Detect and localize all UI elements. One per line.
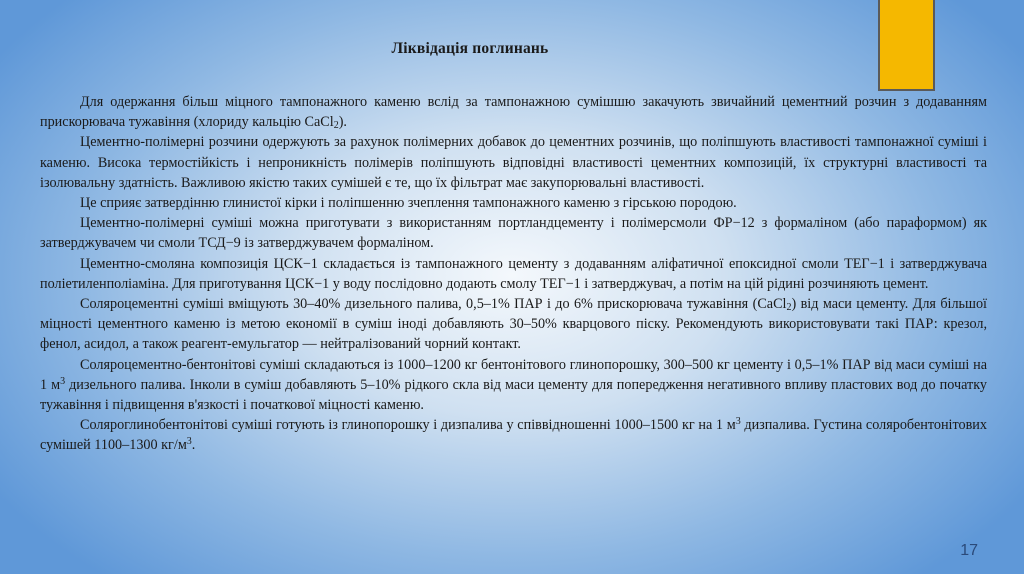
- paragraph-5: Цементно-смоляна композиція ЦСК−1 складається із тампонажного цементу з додаванням аліфатичної епоксидної смоли ТЕГ−1 і затверджувача поліетиленполіаміна. Для приготування ЦСК−1 у воду послідовно додають смолу ТЕГ−1 і затверджувач, а потім на цій рідині розчиняють цемент.: [40, 255, 987, 292]
- paragraph-4: Цементно-полімерні суміші можна приготувати з використанням портландцементу і полімерсмоли ФР−12 з формаліном (або параформом) як затверджувачем чи смоли ТСД−9 із затверджувачем формаліном.: [40, 215, 987, 252]
- paragraph-3: Це сприяє затвердінню глинистої кірки і поліпшенню зчеплення тампонажного каменю з гірською породою.: [80, 195, 737, 212]
- paragraph-7: Соляроцементно-бентонітові суміші складаються із 1000–1200 кг бентонітового глинопорошку, 300–500 кг цементу і 0,5–1% ПАР від маси суміші на 1 $м^3$ дизельного палива. Інколи в суміш добавляють 5–10% рідкого скла від маси цементу для попередження негативного впливу пластових вод до початку тужавіння і підвищення в'язкості і початкової міцності каменю.: [40, 356, 987, 414]
- page-number: 17: [960, 542, 978, 559]
- slide-title: Ліквідація поглинань: [391, 40, 549, 57]
- paragraph-6: Соляроцементні суміші вміщують 30–40% дизельного палива, 0,5–1% ПАР і до 6% прискорювача тужавіння (CaCl$_2$) від маси цементу. Для більшої міцності цементного каменю із метою економії в суміш іноді добавляють 30–50% кварцового піску. Рекомендують використовувати такі ПАР: крезол, фенол, асидол, а також реагент-емульгатор — нейтралізований чорний контакт.: [40, 296, 987, 353]
- paragraph-1: Для одержання більш міцного тампонажного каменю вслід за тампонажною сумішшю закачують звичайний цементний розчин з додаванням прискорювача тужавіння (хлориду кальцію CaCl$_2$).: [40, 94, 987, 132]
- slide-body: [40, 92, 987, 456]
- paragraph-8: Соляроглинобентонітові суміші готують із глинопорошку і дизпалива у співвідношенні 1000–1500 кг на 1 $м^3$ дизпалива. Густина соляробентонітових сумішей 1100–1300 $кг/м^3$.: [40, 416, 987, 454]
- paragraph-2: Цементно-полімерні розчини одержують за рахунок полімерних добавок до цементних розчинів, що поліпшують властивості тампонажної суміші і каменю. Висока термостійкість і непроникність полімерів поліпшують відповідні властивості цементних композицій, їх структурні властивості та ізолювальну здатність. Важливою якістю таких сумішей є те, що їх фільтрат має закупорювальні властивості.: [40, 134, 987, 191]
